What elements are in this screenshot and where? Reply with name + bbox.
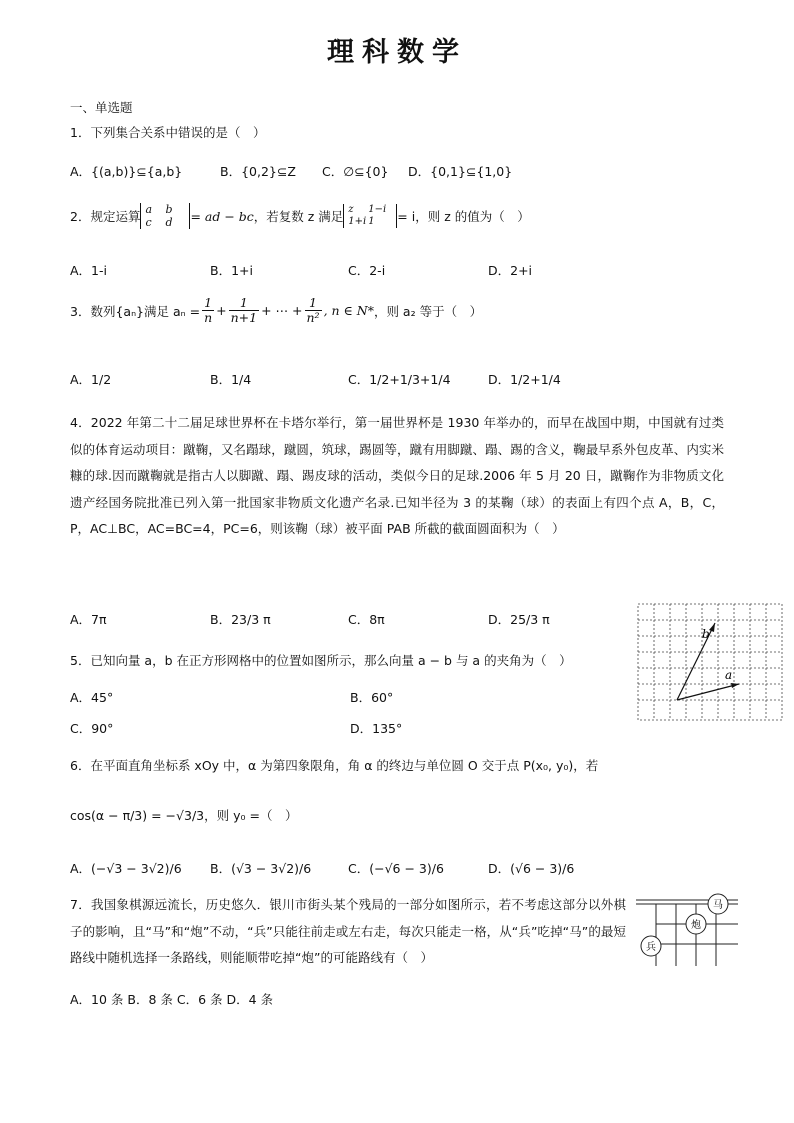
q2-suffix: = i，则 z 的值为（ ） (397, 209, 530, 225)
q7-text: 7．我国象棋源远流长，历史悠久．银川市街头某个残局的一部分如图所示，若不考虑这部分以外棋子的影响，且“马”和“炮”不动，“兵”只能往前走或左右走，每次只能走一格，从“兵”吃掉“马”的最短路线中随机选择一条路线，则能顺带吃掉“炮”的可能路线有（ ） (70, 897, 626, 965)
q1-option-a[interactable]: A．{(a,b)}⊆{a,b} (70, 164, 183, 179)
vector-b-label: b (702, 627, 710, 641)
q6-option-d[interactable]: D．(√6 − 3)/6 (488, 861, 575, 876)
q5-option-c[interactable]: C．90° (70, 721, 114, 736)
q3-stem: 3．数列{aₙ}满足 aₙ = $\frac{1}{n}$ + $\frac{1}{n+1}$ + ⋯ + $\frac{1}{\text{n²}}$ , n ∈ N* ，则 a₂ 等于（ ） (70, 295, 483, 326)
page-title: 理科数学 (327, 37, 467, 68)
q2-option-b[interactable]: B．1+i (210, 263, 253, 278)
q3-prefix: 3．数列{aₙ}满足 aₙ = (70, 303, 201, 319)
q3-ellipsis: + ⋯ + (261, 303, 303, 319)
q6-option-b[interactable]: B．(√3 − 3√2)/6 (210, 861, 312, 876)
q6-text: 6．在平面直角坐标系 xOy 中，α 为第四象限角，角 α 的终边与单位圆 O 交于点 P(x₀, y₀)，若 (70, 758, 599, 773)
q2-option-c[interactable]: C．2-i (348, 263, 386, 278)
q3-set: , n ∈ N* (323, 303, 374, 319)
q5-grid-figure (637, 603, 783, 721)
q3-option-a[interactable]: A．1/2 (70, 372, 112, 387)
cannon-label: 炮 (691, 920, 701, 931)
q5-option-a[interactable]: A．45° (70, 690, 114, 705)
q3-frac-1: $\frac{1}{n}$ (204, 295, 213, 326)
q2-determinant-2: z 1−i 1+i 1 (343, 204, 397, 228)
q1-stem: 1．下列集合关系中错误的是（ ） (70, 125, 266, 140)
q7-options[interactable]: A．10 条 B．8 条 C．6 条 D．4 条 (70, 992, 274, 1007)
q6-option-a[interactable]: A．(−√3 − 3√2)/6 (70, 861, 182, 876)
soldier-label: 兵 (646, 942, 656, 953)
q5-text: 5．已知向量 a，b 在正方形网格中的位置如图所示，那么向量 a − b 与 a 的夹角为（ ） (70, 653, 572, 668)
q5-option-b[interactable]: B．60° (350, 690, 394, 705)
q1-option-b[interactable]: B．{0,2}⊆Z (220, 164, 296, 179)
q4-option-c[interactable]: C．8π (348, 612, 385, 627)
q3-suffix: ，则 a₂ 等于（ ） (373, 303, 483, 319)
horse-label: 马 (713, 900, 723, 911)
q4-option-b[interactable]: B．23/3 π (210, 612, 271, 627)
q2-option-a[interactable]: A．1-i (70, 263, 107, 278)
section-heading: 一、单选题 (70, 100, 133, 115)
q7-chess-figure (634, 890, 740, 966)
q2-middle: ，若复数 z 满足 (253, 209, 344, 225)
q2-option-d[interactable]: D．2+i (488, 263, 533, 278)
q4-text: 4．2022 年第二十二届足球世界杯在卡塔尔举行，第一届世界杯是 1930 年举办的，而早在战国中期，中国就有过类似的体育运动项目：蹴鞠，又名蹋球，蹴圆，筑球，踢圆等，蹴有用脚蹴、蹋、踢的含义，鞠最早系外包皮革、内实米糠的球.因而蹴鞠就是指古人以脚蹴、蹋、踢皮球的活动，类似今日的足球.2006 年 5 月 20 日，蹴鞠作为非物质文化遗产经国务院批准已列入第一批国家非物质文化遗产名录.已知半径为 3 的某鞠（球）的表面上有四个点 A，B，C，P，AC⊥BC，AC=BC=4，PC=6，则该鞠（球）被平面 PAB 所截的截面圆面积为（ ） (70, 415, 724, 536)
q3-option-d[interactable]: D．1/2+1/4 (488, 372, 561, 387)
q2-determinant-1: a b c d (140, 203, 190, 229)
q3-frac-3: $\frac{1}{\text{n²}}$ (306, 295, 320, 326)
q6-condition: cos(α − π/3) = −√3/3，则 y₀ =（ ） (70, 808, 298, 823)
q2-prefix: 2．规定运算 (70, 209, 141, 225)
q2-rule: = ad − bc (190, 208, 254, 224)
q3-frac-2: $\frac{1}{n+1}$ (230, 295, 258, 326)
q3-option-c[interactable]: C．1/2+1/3+1/4 (348, 372, 451, 387)
q3-option-b[interactable]: B．1/4 (210, 372, 252, 387)
vector-a-label: a (725, 668, 733, 682)
q6-option-c[interactable]: C．(−√6 − 3)/6 (348, 861, 444, 876)
q4-option-a[interactable]: A．7π (70, 612, 107, 627)
q1-option-c[interactable]: C．∅⊆{0} (322, 164, 389, 179)
q2-stem (70, 203, 530, 229)
q5-option-d[interactable]: D．135° (350, 721, 403, 736)
q1-option-d[interactable]: D．{0,1}⊆{1,0} (408, 164, 513, 179)
q4-option-d[interactable]: D．25/3 π (488, 612, 550, 627)
